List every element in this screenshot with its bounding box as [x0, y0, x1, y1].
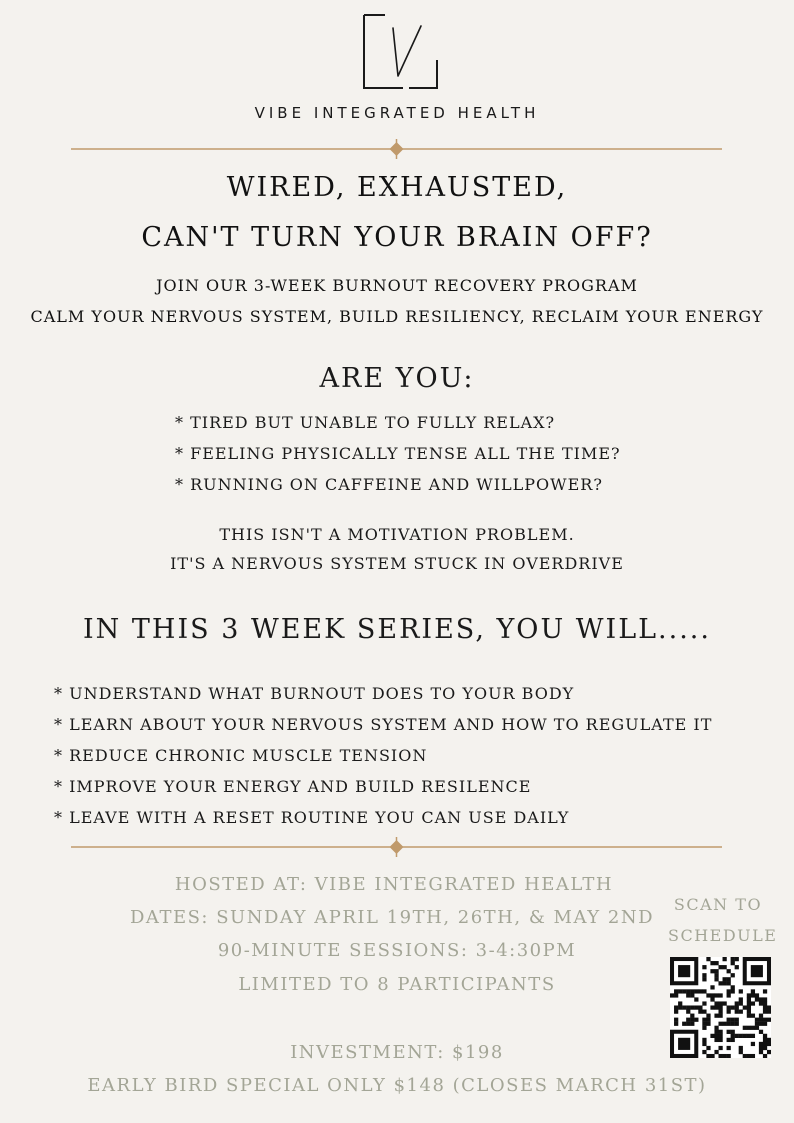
- participant-limit: LIMITED TO 8 PARTICIPANTS: [238, 974, 556, 995]
- subtitle-line-1: JOIN OUR 3-WEEK BURNOUT RECOVERY PROGRAM: [156, 276, 638, 295]
- list-item: * TIRED BUT UNABLE TO FULLY RELAX?: [175, 413, 556, 432]
- are-you-heading: ARE YOU:: [319, 363, 475, 394]
- benefit-list: [54, 678, 754, 833]
- list-item: * UNDERSTAND WHAT BURNOUT DOES TO YOUR BODY: [54, 684, 575, 703]
- list-item: * RUNNING ON CAFFEINE AND WILLPOWER?: [175, 475, 603, 494]
- list-item: * FEELING PHYSICALLY TENSE ALL THE TIME?: [175, 444, 621, 463]
- scan-label-line-1: SCAN TO: [673, 895, 763, 914]
- subtitle-line-2: CALM YOUR NERVOUS SYSTEM, BUILD RESILIENCY, RECLAIM YOUR ENERGY: [30, 307, 764, 326]
- scan-label-line-2: SCHEDULE: [668, 926, 778, 945]
- investment: INVESTMENT: $198: [290, 1042, 504, 1063]
- brand-name: VIBE INTEGRATED HEALTH: [254, 104, 540, 122]
- divider-bottom: [71, 837, 722, 857]
- divider-top: [71, 139, 722, 159]
- list-item: * LEAVE WITH A RESET ROUTINE YOU CAN USE DAILY: [54, 808, 570, 827]
- hosted-at: HOSTED AT: VIBE INTEGRATED HEALTH: [174, 874, 614, 895]
- early-bird-offer: EARLY BIRD SPECIAL ONLY $148 (CLOSES MARCH 31ST): [87, 1075, 707, 1096]
- list-item: * IMPROVE YOUR ENERGY AND BUILD RESILENCE: [54, 777, 532, 796]
- list-item: * REDUCE CHRONIC MUSCLE TENSION: [54, 746, 428, 765]
- session-times: 90-MINUTE SESSIONS: 3-4:30PM: [217, 940, 577, 961]
- series-heading: IN THIS 3 WEEK SERIES, YOU WILL.....: [83, 614, 711, 645]
- headline-line-2: CAN'T TURN YOUR BRAIN OFF?: [141, 222, 653, 253]
- note-line-2: IT'S A NERVOUS SYSTEM STUCK IN OVERDRIVE: [170, 554, 624, 573]
- headline-line-1: WIRED, EXHAUSTED,: [226, 172, 568, 203]
- note-line-1: THIS ISN'T A MOTIVATION PROBLEM.: [219, 525, 575, 544]
- dates: DATES: SUNDAY APRIL 19TH, 26TH, & MAY 2ND: [130, 907, 654, 928]
- list-item: * LEARN ABOUT YOUR NERVOUS SYSTEM AND HOW TO REGULATE IT: [54, 715, 713, 734]
- qr-code-icon[interactable]: [670, 957, 771, 1058]
- question-list: [175, 407, 695, 500]
- logo-mark: [363, 14, 439, 90]
